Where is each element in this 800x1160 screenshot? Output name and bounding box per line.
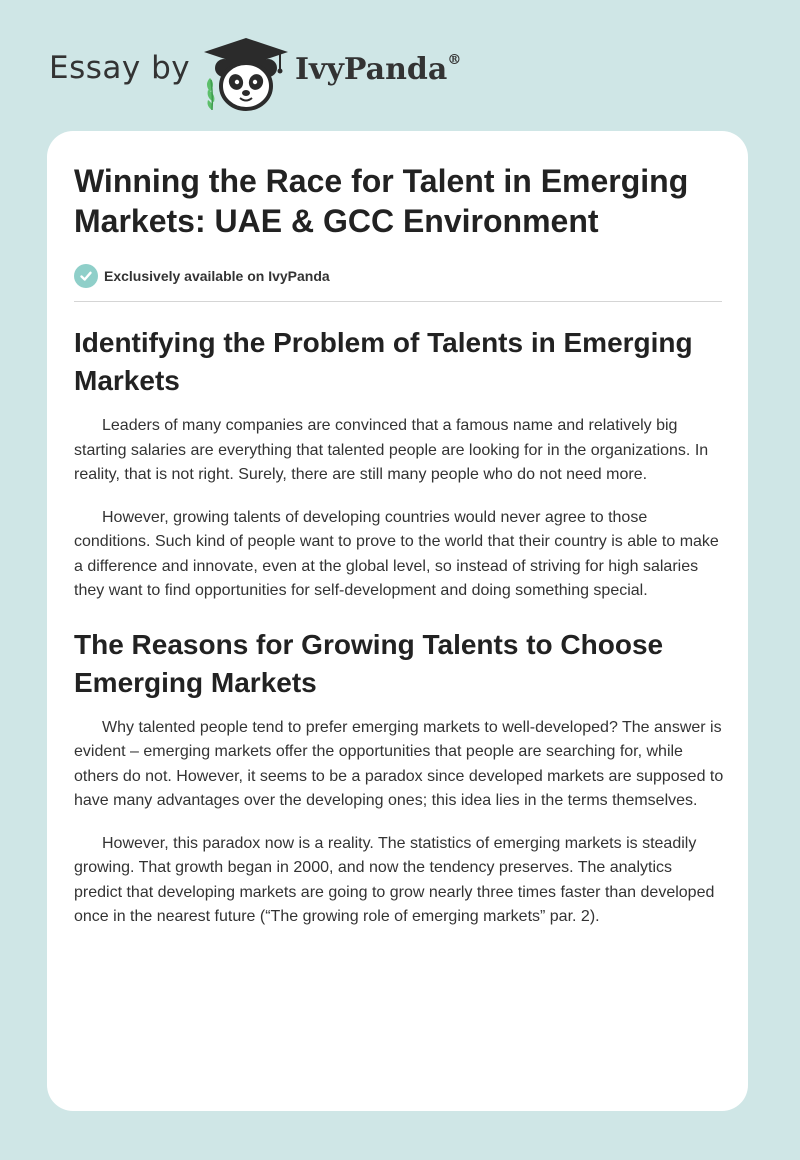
brand-name[interactable]: IvyPanda® bbox=[295, 52, 462, 87]
paragraph: Leaders of many companies are convinced that a famous name and relatively big starting salaries are everything that talented people are looking for in the organizations. In reality, that is not right. Surely, there are still many people who do not need more. bbox=[74, 417, 709, 483]
registered-mark: ® bbox=[447, 52, 462, 68]
article-card bbox=[47, 131, 748, 1111]
exclusive-badge-label: Exclusively available on IvyPanda bbox=[104, 268, 330, 284]
section-heading: The Reasons for Growing Talents to Choose Emerging Markets bbox=[74, 628, 664, 698]
essay-by-label: Essay by bbox=[49, 50, 191, 86]
check-icon bbox=[74, 264, 98, 288]
site-header bbox=[0, 0, 800, 130]
paragraph: However, growing talents of developing countries would never agree to those conditions. Such kind of people want to prove to the world that their country is able to make a difference and innovate, even at the global level, so instead of striving for high salaries they want to find opportunities for self-development and doing something special. bbox=[74, 508, 719, 599]
article-content bbox=[74, 161, 724, 930]
paragraph: Why talented people tend to prefer emerging markets to well-developed? The answer is evident – emerging markets offer the opportunities that people are searching for, while others do not. However, it seems to be a paradox since developed markets are supposed to have many advantages over the developing ones; this idea lies in the terms themselves. bbox=[74, 718, 724, 809]
section-heading: Identifying the Problem of Talents in Emerging Markets bbox=[74, 327, 693, 396]
exclusive-badge bbox=[74, 263, 724, 289]
article-title: Winning the Race for Talent in Emerging Markets: UAE & GCC Environment bbox=[74, 163, 689, 239]
paragraph: However, this paradox now is a reality. The statistics of emerging markets is steadily growing. That growth began in 2000, and now the tendency preserves. The analytics predict that developing markets are going to grow nearly three times faster than developed once in the nearest future (“The growing role of emerging markets” par. 2). bbox=[74, 834, 715, 925]
panda-graduate-icon[interactable] bbox=[200, 36, 292, 112]
divider bbox=[74, 301, 722, 302]
